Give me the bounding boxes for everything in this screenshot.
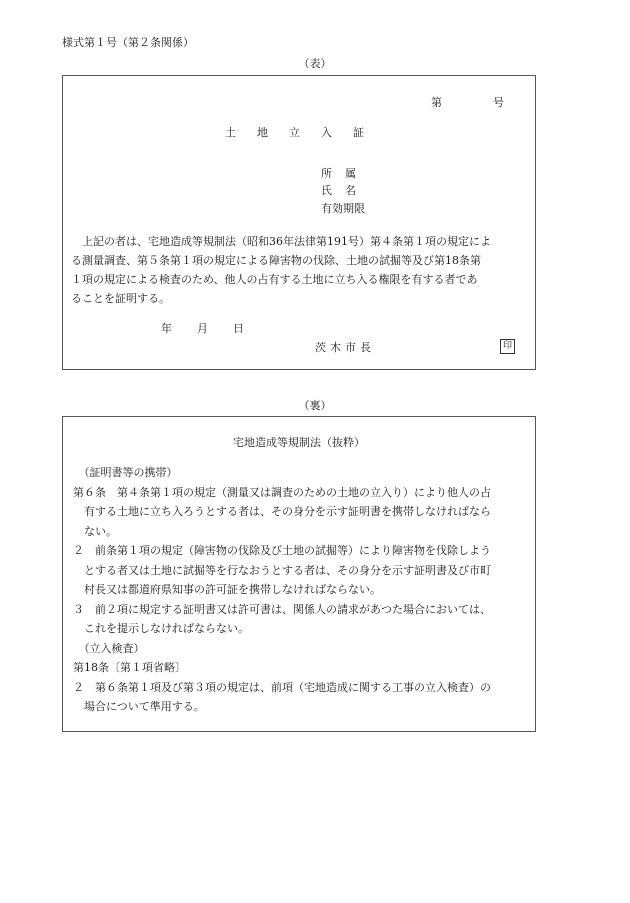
back-side-label: （裏）	[298, 399, 332, 412]
excerpt-line: 場合について準用する。	[73, 700, 205, 713]
certificate-body	[71, 232, 491, 308]
back-excerpt-box	[62, 416, 536, 732]
excerpt-line: 有する土地に立ち入ろうとする者は、その身分を示す証明書を携帯しなければなら	[73, 505, 491, 518]
front-side-label: （表）	[298, 57, 332, 70]
date-day-label: 日	[233, 322, 244, 335]
body-line: ることを証明する。	[71, 292, 170, 305]
excerpt-body	[73, 463, 491, 717]
form-number: 様式第１号（第２条関係）	[62, 36, 194, 49]
date-year-label: 年	[161, 322, 172, 335]
excerpt-line: とする者又は土地に試掘等を行なおうとする者は、その身分を示す証明書及び市町	[73, 563, 491, 577]
body-line: １項の規定による検査のため、他人の占有する土地に立ち入る権限を有する者であ	[71, 273, 478, 286]
excerpt-title: 宅地造成等規制法（抜粋）	[233, 436, 365, 449]
body-line: る測量調査、第５条第１項の規定による障害物の伐除、土地の試掘等及び第18条第	[71, 254, 481, 267]
date-month-label: 月	[197, 322, 208, 335]
affiliation-label: 所属	[321, 167, 369, 180]
excerpt-line: （立入検査）	[73, 641, 145, 655]
excerpt-line: ３ 前２項に規定する証明書又は許可書は、関係人の請求があつた場合においては、	[73, 602, 491, 616]
name-label: 氏名	[321, 184, 369, 197]
issuer-name: 茨木市長	[315, 341, 375, 354]
excerpt-line: ２ 第６条第１項及び第３項の規定は、前項（宅地造成に関する工事の立入検査）の	[73, 680, 491, 694]
body-line: 上記の者は、宅地造成等規制法（昭和36年法律第191号）第４条第１項の規定によ	[71, 235, 491, 248]
certificate-number-prefix: 第	[431, 96, 442, 109]
certificate-title: 土地立入証	[225, 126, 385, 139]
excerpt-line: ない。	[73, 524, 117, 538]
excerpt-line: 村長又は都道府県知事の許可証を携帯しなければならない。	[73, 583, 381, 596]
excerpt-line: ２ 前条第１項の規定（障害物の伐除及び土地の試掘等）により障害物を伐除しよう	[73, 544, 491, 557]
excerpt-line: これを提示しなければならない。	[73, 622, 249, 635]
excerpt-line: 第６条 第４条第１項の規定（測量又は調査のための土地の立入り）により他人の占	[73, 485, 491, 499]
front-certificate-box	[62, 75, 536, 370]
validity-label: 有効期限	[321, 202, 365, 215]
excerpt-line: 第18条〔第１項省略〕	[73, 661, 186, 674]
excerpt-line: （証明書等の携帯）	[73, 466, 178, 479]
seal-mark: 印	[500, 339, 515, 354]
certificate-number-suffix: 号	[493, 96, 504, 109]
